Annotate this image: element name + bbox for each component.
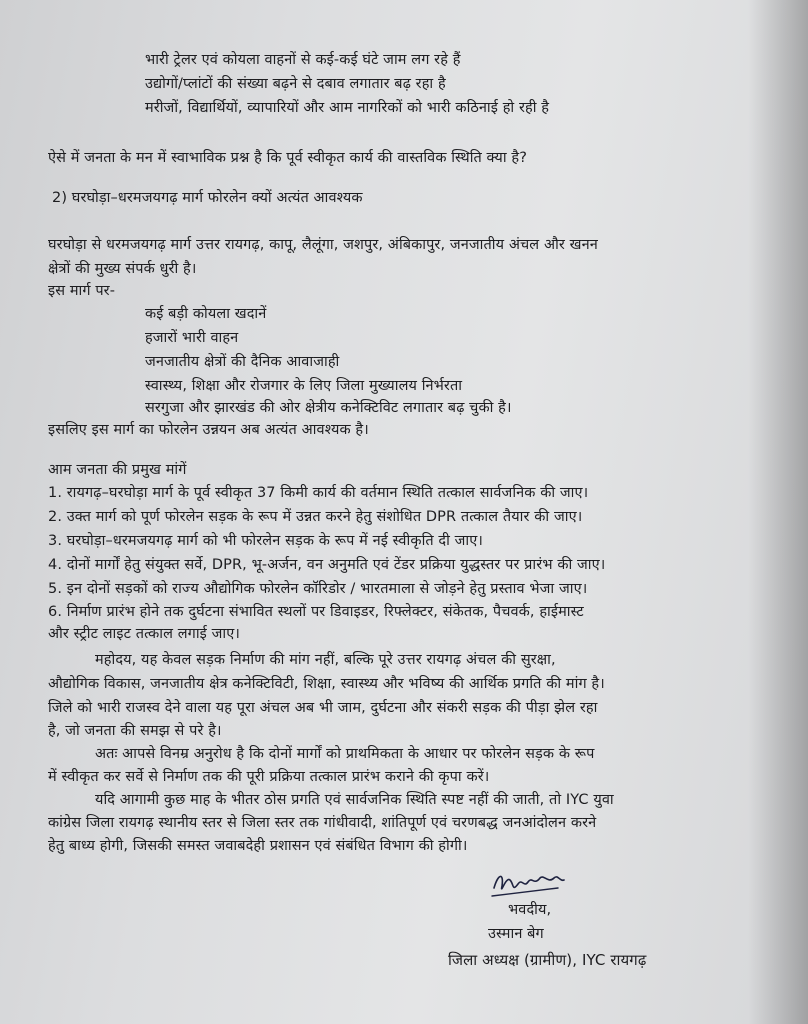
demand-item: 6. निर्माण प्रारंभ होने तक दुर्घटना संभावित स्थलों पर डिवाइडर, रिफ्लेक्टर, संकेतक, पैचवर्क, हाईमास्ट — [48, 604, 584, 620]
demand-item: 1. रायगढ़–घरघोड़ा मार्ग के पूर्व स्वीकृत 37 किमी कार्य की वर्तमान स्थिति तत्काल सार्वजनिक की जाए। — [48, 485, 589, 501]
body-line: अतः आपसे विनम्र अनुरोध है कि दोनों मार्गों को प्राथमिकता के आधार पर फोरलेन सड़क के रूप — [95, 746, 595, 762]
intro-point: उद्योगों/प्लांटों की संख्या बढ़ने से दबाव लगातार बढ़ रहा है — [145, 76, 446, 92]
intro-point: भारी ट्रेलर एवं कोयला वाहनों से कई-कई घंटे जाम लग रहे हैं — [145, 52, 461, 68]
photo-edge-shadow — [748, 0, 808, 1024]
section2-heading: 2) घरघोड़ा–धरमजयगढ़ मार्ग फोरलेन क्यों अत्यंत आवश्यक — [52, 190, 363, 206]
section2-paragraph-line: क्षेत्रों की मुख्य संपर्क धुरी है। — [48, 261, 197, 277]
section2-paragraph-line: घरघोड़ा से धरमजयगढ़ मार्ग उत्तर रायगढ़, कापू, लैलूंगा, जशपुर, अंबिकापुर, जनजातीय अंचल और खनन — [48, 237, 598, 253]
signatory-title: जिला अध्यक्ष (ग्रामीण), IYC रायगढ़ — [448, 951, 647, 969]
demand-item: 4. दोनों मार्गों हेतु संयुक्त सर्वे, DPR, भू-अर्जन, वन अनुमति एवं टेंडर प्रक्रिया युद्धस्तर पर प्रारंभ की जाए। — [48, 557, 606, 573]
signatory-name: उस्मान बेग — [488, 926, 544, 942]
conclusion-line: इसलिए इस मार्ग का फोरलेन उन्नयन अब अत्यंत आवश्यक है। — [48, 422, 369, 438]
demand-item: 3. घरघोड़ा–धरमजयगढ़ मार्ग को भी फोरलेन सड़क के रूप में नई स्वीकृति दी जाए। — [48, 533, 483, 549]
route-point: जनजातीय क्षेत्रों की दैनिक आवाजाही — [145, 354, 340, 370]
intro-point: मरीजों, विद्यार्थियों, व्यापारियों और आम नागरिकों को भारी कठिनाई हो रही है — [145, 100, 550, 116]
body-line: जिले को भारी राजस्व देने वाला यह पूरा अंचल अब भी जाम, दुर्घटना और संकरी सड़क की पीड़ा झेल रहा — [48, 700, 598, 716]
body-line: कांग्रेस जिला रायगढ़ स्थानीय स्तर से जिला स्तर तक गांधीवादी, शांतिपूर्ण एवं चरणबद्ध जनआंदोलन करने — [48, 815, 597, 831]
body-line: में स्वीकृत कर सर्वे से निर्माण तक की पूरी प्रक्रिया तत्काल प्रारंभ कराने की कृपा करें। — [48, 769, 490, 785]
demand-item: 5. इन दोनों सड़कों को राज्य औद्योगिक फोरलेन कॉरिडोर / भारतमाला से जोड़ने हेतु प्रस्ताव भेजा जाए। — [48, 581, 588, 597]
body-line: औद्योगिक विकास, जनजातीय क्षेत्र कनेक्टिविटी, शिक्षा, स्वास्थ्य और भविष्य की आर्थिक प्रगति की मांग है। — [48, 676, 605, 692]
route-point: हजारों भारी वाहन — [145, 330, 239, 346]
body-line: महोदय, यह केवल सड़क निर्माण की मांग नहीं, बल्कि पूरे उत्तर रायगढ़ अंचल की सुरक्षा, — [95, 652, 556, 668]
body-line: है, जो जनता की समझ से परे है। — [48, 723, 222, 739]
route-point: सरगुजा और झारखंड की ओर क्षेत्रीय कनेक्टिविट लगातार बढ़ चुकी है। — [145, 400, 512, 416]
demand-item: 2. उक्त मार्ग को पूर्ण फोरलेन सड़क के रूप में उन्नत करने हेतु संशोधित DPR तत्काल तैयार की जाए। — [48, 509, 583, 525]
route-point: कई बड़ी कोयला खदानें — [145, 306, 267, 322]
demands-heading: आम जनता की प्रमुख मांगें — [48, 462, 187, 478]
demand-item-continued: और स्ट्रीट लाइट तत्काल लगाई जाए। — [48, 626, 240, 642]
route-point: स्वास्थ्य, शिक्षा और रोजगार के लिए जिला मुख्यालय निर्भरता — [145, 378, 463, 394]
closing-salutation: भवदीय, — [508, 902, 552, 918]
body-line: हेतु बाध्य होगी, जिसकी समस्त जवाबदेही प्रशासन एवं संबंधित विभाग की होगी। — [48, 838, 468, 854]
route-intro: इस मार्ग पर- — [48, 283, 116, 299]
body-line: यदि आगामी कुछ माह के भीतर ठोस प्रगति एवं सार्वजनिक स्थिति स्पष्ट नहीं की जाती, तो IYC युवा — [95, 792, 614, 808]
question-line: ऐसे में जनता के मन में स्वाभाविक प्रश्न है कि पूर्व स्वीकृत कार्य की वास्तविक स्थिति क्या है? — [48, 150, 527, 166]
